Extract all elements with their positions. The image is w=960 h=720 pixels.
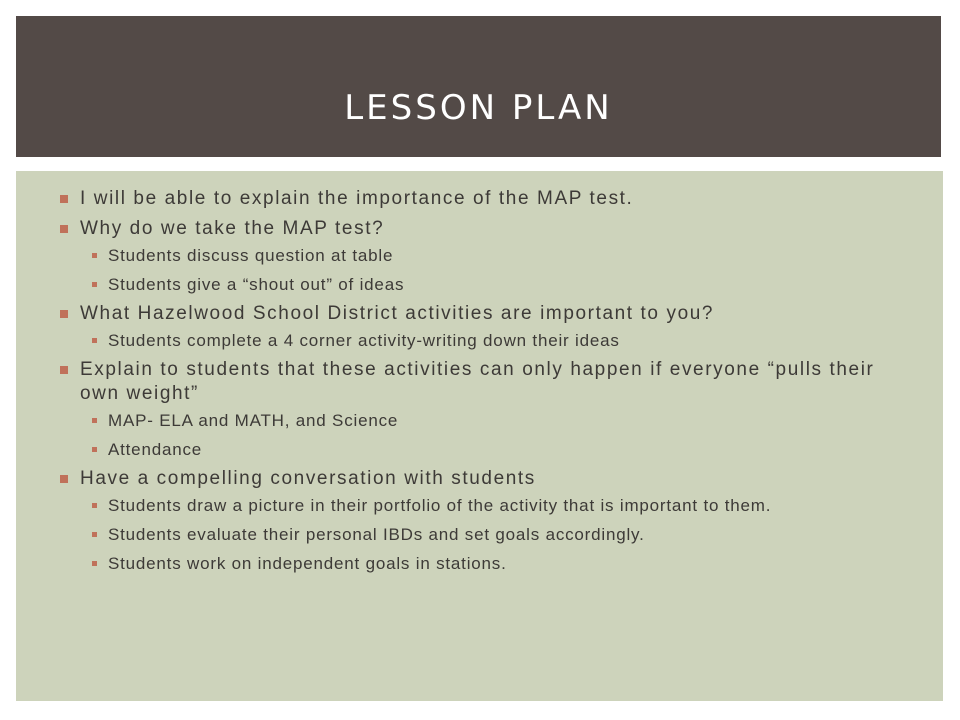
slide-title: LESSON PLAN (344, 88, 613, 128)
small-square-bullet-icon (92, 338, 97, 343)
square-bullet-icon (60, 366, 68, 374)
square-bullet-icon (60, 475, 68, 483)
sub-list (80, 330, 913, 352)
list-item (58, 187, 913, 211)
title-bar (16, 16, 941, 157)
small-square-bullet-icon (92, 418, 97, 423)
sub-list-item-text: Students complete a 4 corner activity-writing down their ideas (108, 331, 620, 350)
list-item-text: What Hazelwood School District activities are important to you? (80, 303, 715, 324)
list-item-text: Explain to students that these activities can only happen if everyone “pulls their own weight” (80, 359, 875, 404)
sub-list-item-text: Students work on independent goals in stations. (108, 554, 507, 573)
square-bullet-icon (60, 310, 68, 318)
sub-list-item (80, 274, 913, 296)
sub-list-item-text: MAP- ELA and MATH, and Science (108, 411, 399, 430)
small-square-bullet-icon (92, 503, 97, 508)
list-item (58, 358, 913, 461)
sub-list-item (80, 245, 913, 267)
small-square-bullet-icon (92, 253, 97, 258)
list-item (58, 217, 913, 296)
sub-list-item-text: Students evaluate their personal IBDs and set goals accordingly. (108, 525, 645, 544)
sub-list-item-text: Attendance (108, 440, 203, 459)
sub-list-item (80, 524, 913, 546)
sub-list-item (80, 410, 913, 432)
list-item-text: Have a compelling conversation with students (80, 468, 536, 489)
list-item (58, 467, 913, 575)
small-square-bullet-icon (92, 447, 97, 452)
small-square-bullet-icon (92, 561, 97, 566)
sub-list (80, 245, 913, 296)
sub-list-item-text: Students give a “shout out” of ideas (108, 275, 405, 294)
small-square-bullet-icon (92, 282, 97, 287)
sub-list (80, 410, 913, 461)
sub-list-item-text: Students discuss question at table (108, 246, 394, 265)
sub-list-item (80, 553, 913, 575)
list-item-text: I will be able to explain the importance of the MAP test. (80, 188, 634, 209)
square-bullet-icon (60, 195, 68, 203)
list-item (58, 302, 913, 352)
sub-list-item (80, 330, 913, 352)
sub-list (80, 495, 913, 575)
sub-list-item (80, 495, 913, 517)
list-item-text: Why do we take the MAP test? (80, 218, 385, 239)
sub-list-item (80, 439, 913, 461)
content-panel (16, 171, 943, 701)
bullet-list (58, 187, 913, 581)
sub-list-item-text: Students draw a picture in their portfolio of the activity that is important to them. (108, 496, 772, 515)
square-bullet-icon (60, 225, 68, 233)
small-square-bullet-icon (92, 532, 97, 537)
